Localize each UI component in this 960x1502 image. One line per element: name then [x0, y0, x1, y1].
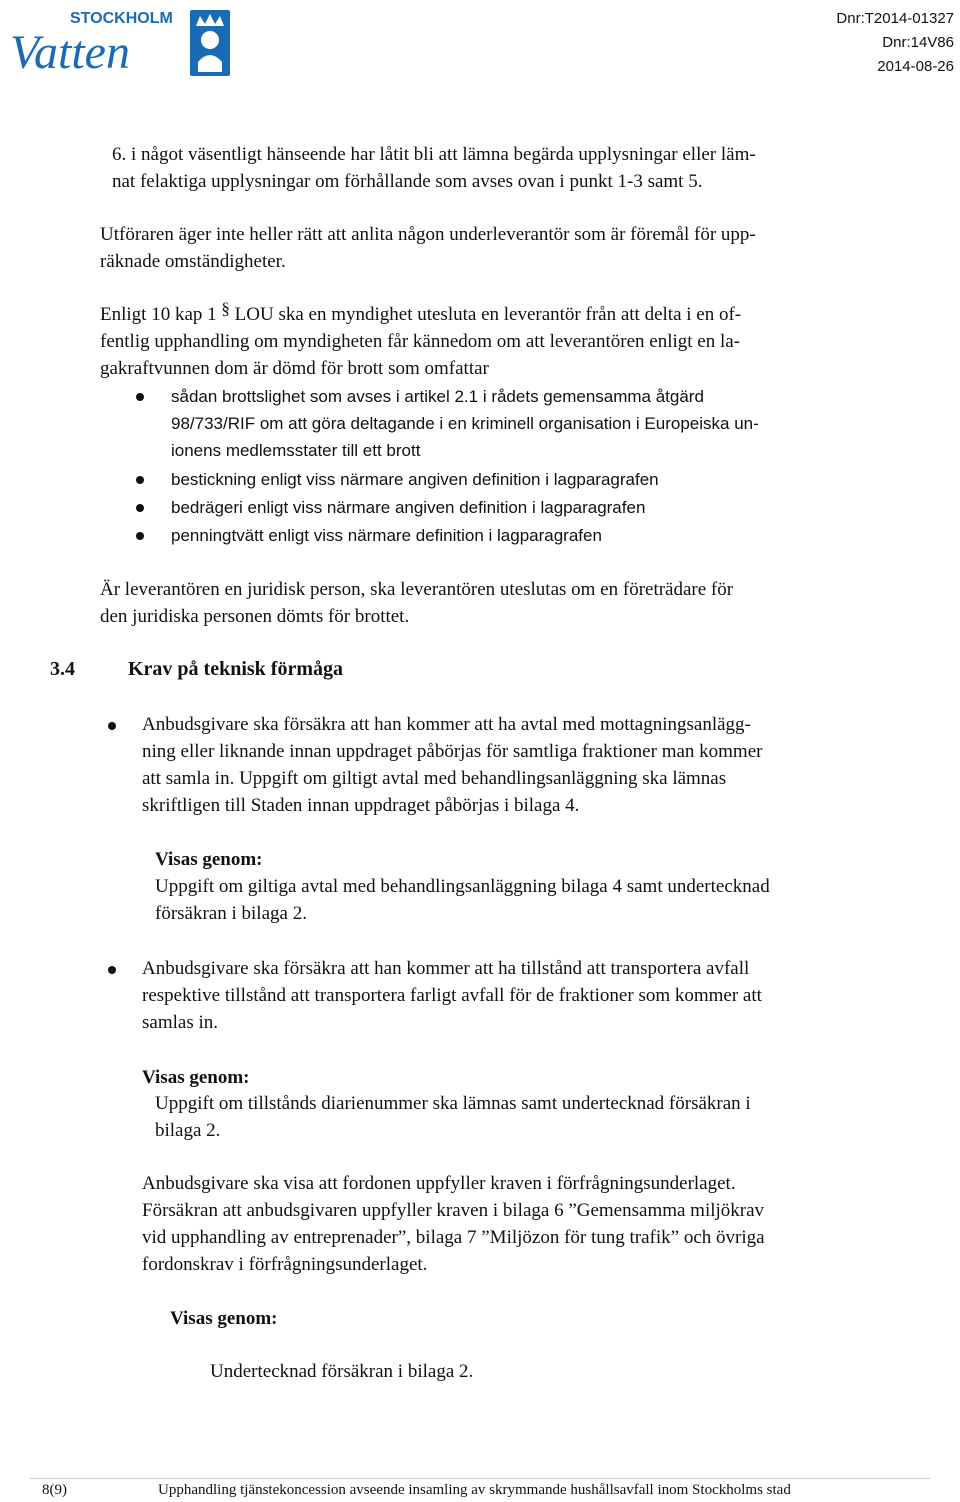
section-title: Krav på teknisk förmåga — [128, 658, 343, 680]
text-line: 98/733/RIF om att göra deltagande i en kriminell organisation i Europeiska un- — [171, 414, 759, 433]
bullet-icon — [108, 966, 116, 974]
page-number: 8(9) — [42, 1482, 67, 1498]
visas-genom-label: Visas genom: — [142, 1067, 250, 1088]
list-item — [171, 466, 659, 493]
text-line: att samla in. Uppgift om giltigt avtal med behandlingsanläggning ska lämnas — [142, 768, 727, 789]
text-line: Uppgift om tillstånds diarienummer ska lämnas samt undertecknad försäkran i — [155, 1093, 751, 1114]
text-line: penningtvätt enligt viss närmare definition i lagparagrafen — [171, 526, 602, 545]
text-line: Uppgift om giltiga avtal med behandlingsanläggning bilaga 4 samt undertecknad — [155, 876, 770, 897]
visas-genom-label: Visas genom: — [155, 849, 263, 870]
text-line: fordonskrav i förfrågningsunderlaget. — [142, 1254, 428, 1275]
list-item — [171, 522, 602, 549]
requirement-1 — [142, 711, 762, 819]
text-line: ning eller liknande innan uppdraget påbörjas för samtliga fraktioner man kommer — [142, 741, 763, 762]
bullet-icon — [108, 722, 116, 730]
item-6 — [112, 141, 756, 195]
text-line: fentlig upphandling om myndigheten får kännedom om att leverantören enligt en la- — [100, 331, 741, 352]
footer-title: Upphandling tjänstekoncession avseende insamling av skrymmande hushållsavfall inom Stockholms stad — [158, 1482, 791, 1498]
text-line: Anbudsgivare ska försäkra att han kommer att ha tillstånd att transportera avfall — [142, 958, 750, 979]
text-line: räknade omständigheter. — [100, 251, 286, 272]
dnr-1: Dnr:T2014-01327 — [836, 10, 954, 27]
visas-genom-text: Undertecknad försäkran i bilaga 2. — [210, 1361, 474, 1382]
text-line: bilaga 2. — [155, 1120, 221, 1141]
text-line: bestickning enligt viss närmare angiven definition i lagparagrafen — [171, 470, 659, 489]
requirement-2 — [142, 955, 762, 1036]
document-date: 2014-08-26 — [877, 58, 954, 75]
text-line: försäkran i bilaga 2. — [155, 903, 307, 924]
text-line: vid upphandling av entreprenader”, bilaga 7 ”Miljözon för tung trafik” och övriga — [142, 1227, 765, 1248]
text-line: Försäkran att anbudsgivaren uppfyller kraven i bilaga 6 ”Gemensamma miljökrav — [142, 1200, 765, 1221]
text-fragment: Enligt 10 kap 1 — [100, 304, 217, 325]
bullet-icon — [136, 532, 144, 540]
bullet-icon — [136, 504, 144, 512]
paragraph-enligt — [100, 301, 741, 382]
text-line: Anbudsgivare ska försäkra att han kommer att ha avtal med mottagningsanlägg- — [142, 714, 751, 735]
text-line: Utföraren äger inte heller rätt att anlita någon underleverantör som är föremål för upp- — [100, 224, 756, 245]
logo-text-main: Vatten — [10, 26, 130, 79]
text-line — [100, 301, 741, 328]
visas-genom-text — [155, 1090, 751, 1144]
logo-text-top: STOCKHOLM — [70, 10, 173, 27]
stockholm-vatten-logo — [8, 6, 233, 82]
paragraph-utforaren — [100, 221, 756, 275]
text-line: bedrägeri enligt viss närmare angiven definition i lagparagrafen — [171, 498, 646, 517]
list-item — [171, 383, 759, 464]
bullet-icon — [136, 393, 144, 401]
text-line: gakraftvunnen dom är dömd för brott som omfattar — [100, 358, 489, 379]
visas-genom-label: Visas genom: — [170, 1308, 278, 1329]
text-line: Är leverantören en juridisk person, ska leverantören uteslutas om en företrädare för — [100, 579, 734, 600]
section-number: 3.4 — [50, 658, 75, 680]
section-sign: § — [221, 299, 230, 318]
visas-genom-text — [155, 873, 770, 927]
paragraph-juridisk — [100, 576, 733, 630]
text-line: ionens medlemsstater till ett brott — [171, 441, 421, 460]
list-item — [171, 494, 645, 521]
dnr-2: Dnr:14V86 — [882, 34, 954, 51]
text-line: 6. i något väsentligt hänseende har låtit bli att lämna begärda upplysningar eller läm- — [112, 144, 756, 165]
text-fragment: LOU ska en myndighet utesluta en leverantör från att delta i en of- — [234, 304, 742, 325]
text-line: respektive tillstånd att transportera farligt avfall för de fraktioner som kommer att — [142, 985, 762, 1006]
requirement-3 — [142, 1170, 765, 1278]
text-line: samlas in. — [142, 1012, 218, 1033]
footer-divider — [30, 1478, 930, 1479]
text-line: Anbudsgivare ska visa att fordonen uppfyller kraven i förfrågningsunderlaget. — [142, 1173, 736, 1194]
text-line: den juridiska personen dömts för brottet. — [100, 606, 410, 627]
bullet-icon — [136, 476, 144, 484]
text-line: nat felaktiga upplysningar om förhållande som avses ovan i punkt 1-3 samt 5. — [112, 171, 703, 192]
text-line: skriftligen till Staden innan uppdraget påbörjas i bilaga 4. — [142, 795, 580, 816]
crown-emblem-icon — [190, 10, 230, 76]
text-line: sådan brottslighet som avses i artikel 2.1 i rådets gemensamma åtgärd — [171, 387, 704, 406]
